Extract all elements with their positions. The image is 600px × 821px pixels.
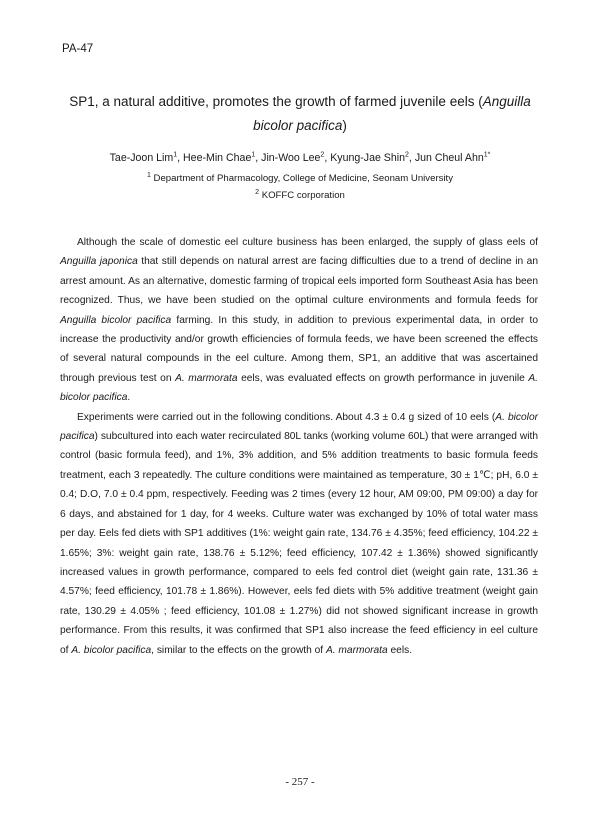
text-run: ) subcultured into each water recirculated 80L tanks (working volume 60L) that were arranged with control (basic formula feed), and 1%, 3% addition, and 5% addition treatments to basic formula feeds treatment, each 3 repeatedly. The culture conditions were maintained as temperature, 30 ± 1℃; pH, 6.0 ± 0.4; D.O, 7.0 ± 0.4 ppm, respectively. Feeding was 2 times (every 12 hour, AM 09:00, PM 09:00) a day for 6 days, and abstained for 1 day, for 4 weeks. Culture water was exchanged by 10% of total water mass per day. Eels fed diets with SP1 additives (1%: weight gain rate, 134.76 ± 4.35%; feed efficiency, 104.22 ± 1.65%; 3%: weight gain rate, 138.76 ± 5.12%; feed efficiency, 107.42 ± 1.36%) showed significantly increased values in growth performance, compared to eels fed control diet (weight gain rate, 131.36 ± 4.57%; feed efficiency, 101.78 ± 1.86%). However, eels fed diets with 5% additive treatment (weight gain rate, 130.29 ± 4.05% ; feed efficiency, 101.08 ± 1.27%) did not showed significant increase in growth performance. From this results, it was confirmed that SP1 also increase the feed efficiency in eel culture of bbox=[60, 431, 538, 656]
species-name: A. bicolor pacifica bbox=[60, 411, 539, 443]
author bbox=[110, 152, 183, 164]
paragraph-intro bbox=[60, 233, 538, 408]
author-name: Hee-Min Chae bbox=[183, 152, 252, 164]
author-name: Tae-Joon Lim bbox=[109, 152, 174, 164]
author-affiliation-mark: 1* bbox=[483, 151, 491, 159]
author-separator: , bbox=[255, 152, 262, 164]
species-name: A. bicolor pacifica bbox=[60, 372, 538, 404]
title-end: ) bbox=[342, 118, 347, 133]
abstract-body bbox=[60, 233, 538, 660]
title-text: SP1, a natural additive, promotes the growth of farmed juvenile eels ( bbox=[69, 94, 483, 109]
page-number: - 257 - bbox=[285, 776, 315, 788]
text-run: , similar to the effects on the growth of bbox=[151, 644, 326, 656]
author-name: Jin-Woo Lee bbox=[261, 152, 321, 164]
text-run: farming. In this study, in addition to previous experimental data, in order to increase the productivity and/or growth efficiencies of formula feeds, we have been screened the effects of several natural compounds in the eel culture. Among them, SP1, an additive that was ascertained through previous test on bbox=[60, 314, 538, 384]
abstract-code: PA-47 bbox=[62, 43, 94, 55]
author-list bbox=[40, 151, 560, 165]
author-separator: , bbox=[177, 152, 184, 164]
affiliation-mark: 2 bbox=[255, 188, 260, 196]
affiliation-mark: 1 bbox=[146, 171, 151, 179]
affiliation bbox=[40, 189, 560, 203]
title-species: Anguilla bicolor pacifica bbox=[253, 94, 531, 133]
species-name: A. bicolor pacifica bbox=[71, 644, 152, 656]
species-name: A. marmorata bbox=[325, 644, 388, 656]
text-run: eels. bbox=[387, 644, 413, 656]
text-run: eels, was evaluated effects on growth performance in juvenile bbox=[237, 372, 529, 384]
author-name: Kyung-Jae Shin bbox=[330, 152, 406, 164]
author-affiliation-mark: 2 bbox=[320, 151, 325, 159]
author-affiliation-mark: 1 bbox=[173, 151, 178, 159]
author-affiliation-mark: 1 bbox=[251, 151, 256, 159]
author-affiliation-mark: 2 bbox=[405, 151, 409, 159]
text-run: . bbox=[127, 392, 131, 404]
text-run: Although the scale of domestic eel culture business has been enlarged, the supply of glass eels of bbox=[77, 237, 538, 248]
author-separator: , bbox=[408, 152, 415, 164]
species-name: Anguilla japonica bbox=[60, 256, 138, 268]
author bbox=[330, 152, 415, 164]
species-name: Anguilla bicolor pacifica bbox=[60, 314, 172, 326]
affiliation-text: KOFFC corporation bbox=[259, 190, 345, 201]
author-separator: , bbox=[324, 152, 331, 164]
author bbox=[183, 152, 261, 164]
author-name: Jun Cheul Ahn bbox=[414, 152, 484, 164]
affiliation bbox=[40, 172, 560, 186]
text-run: that still depends on natural arrest are facing difficulties due to a trend of decline in an arrest amount. As an alternative, domestic farming of tropical eels imported form Southeast Asia has been recognized. Thus, we have been studied on the optimal culture environments and formula feeds for bbox=[60, 256, 538, 307]
text-run: Experiments were carried out in the following conditions. About 4.3 ± 0.4 g sized of 10 eels ( bbox=[77, 411, 496, 423]
paragraph-methods-results bbox=[60, 408, 538, 660]
affiliation-text: Department of Pharmacology, College of Medicine, Seonam University bbox=[150, 173, 454, 184]
paper-title bbox=[48, 90, 552, 138]
species-name: A. marmorata bbox=[175, 372, 238, 384]
author bbox=[261, 152, 330, 164]
author bbox=[415, 152, 491, 164]
